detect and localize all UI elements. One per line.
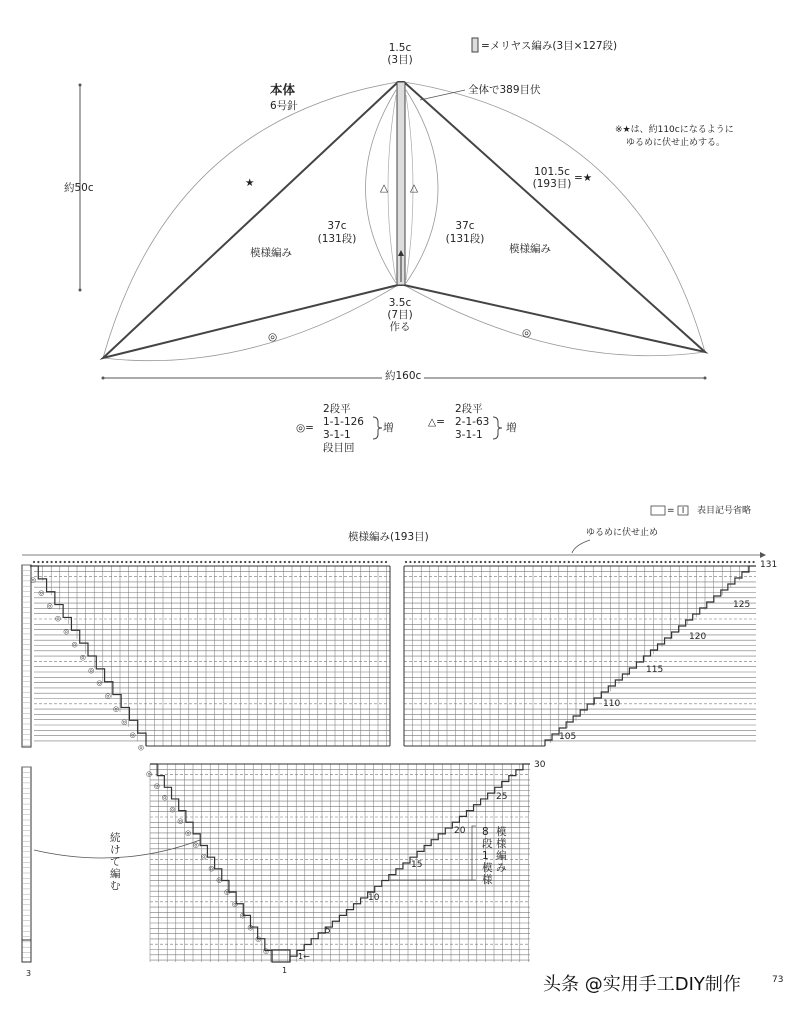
bindoff-dot xyxy=(678,561,680,563)
bindoff-dot xyxy=(524,561,526,563)
increase-ring-mark: ◎ xyxy=(169,805,176,814)
bindoff-dot xyxy=(350,561,352,563)
bindoff-dot xyxy=(262,561,264,563)
bindoff-dot xyxy=(328,561,330,563)
side-rows: (193目) xyxy=(532,178,572,190)
row-15: 15 xyxy=(411,860,423,870)
bindoff-dot xyxy=(489,561,491,563)
bindoff-dot xyxy=(625,561,627,563)
bindoff-dot xyxy=(669,561,671,563)
row-120: 120 xyxy=(689,632,707,642)
bindoff-dot xyxy=(753,561,755,563)
bindoff-dot xyxy=(90,561,92,563)
symbol-equals: = xyxy=(667,506,675,516)
bindoff-dot xyxy=(453,561,455,563)
triangle-increase: 増 xyxy=(506,422,517,434)
bindoff-dot xyxy=(147,561,149,563)
bindoff-dot xyxy=(585,561,587,563)
bindoff-dot xyxy=(95,561,97,563)
bindoff-dot xyxy=(709,561,711,563)
circle-increase: 増 xyxy=(383,422,394,434)
bindoff-dot xyxy=(660,561,662,563)
increase-ring-mark: ◎ xyxy=(208,864,215,873)
bindoff-dot xyxy=(372,561,374,563)
left-edge-count: 3 xyxy=(26,969,32,978)
bindoff-dot xyxy=(471,561,473,563)
note-line-2: ゆるめに伏せ止めする。 xyxy=(626,138,726,148)
increase-ring-mark: ◎ xyxy=(177,817,184,826)
bindoff-dot xyxy=(99,561,101,563)
bindoff-dot xyxy=(621,561,623,563)
bindoff-dot xyxy=(612,561,614,563)
bindoff-dot xyxy=(275,561,277,563)
bindoff-dot xyxy=(629,561,631,563)
triangle-legend-row: 3-1-1 xyxy=(455,429,483,441)
bindoff-dot xyxy=(200,561,202,563)
bindoff-dot xyxy=(555,561,557,563)
repeat-bracket xyxy=(472,826,476,880)
increase-ring-mark: ◎ xyxy=(96,679,103,688)
bindoff-dot xyxy=(121,561,123,563)
cast-on-stitches: (7目) xyxy=(387,309,413,321)
increase-ring-mark: ◎ xyxy=(129,730,136,739)
increase-ring-mark: ◎ xyxy=(88,666,95,675)
increase-ring-mark: ◎ xyxy=(231,899,238,908)
bindoff-dot xyxy=(537,561,539,563)
bindoff-dot xyxy=(603,561,605,563)
inner-left-length: 37c xyxy=(327,220,347,232)
row-125: 125 xyxy=(733,600,751,610)
bindoff-dot xyxy=(235,561,237,563)
row-115: 115 xyxy=(646,665,664,675)
increase-ring-mark: ◎ xyxy=(38,588,45,597)
bindoff-dot xyxy=(165,561,167,563)
bindoff-dot xyxy=(427,561,429,563)
bindoff-dot xyxy=(695,561,697,563)
bindoff-dot xyxy=(550,561,552,563)
triangle-left: △ xyxy=(380,182,389,194)
bindoff-dot xyxy=(205,561,207,563)
bindoff-dot xyxy=(306,561,308,563)
symbol-box-label: I xyxy=(681,506,685,515)
bindoff-dot xyxy=(68,561,70,563)
start-arrow: 1← xyxy=(298,952,310,961)
bindoff-dot xyxy=(691,561,693,563)
bindoff-dot xyxy=(42,561,44,563)
row-131: 131 xyxy=(760,560,778,570)
bindoff-dot xyxy=(284,561,286,563)
bindoff-dot xyxy=(319,561,321,563)
bindoff-dot xyxy=(315,561,317,563)
chart-pattern-label: 模様編み(193目) xyxy=(348,531,429,543)
bindoff-dot xyxy=(152,561,154,563)
bindoff-dot xyxy=(467,561,469,563)
star-left: ★ xyxy=(245,177,255,189)
left-edge-top xyxy=(22,565,31,747)
bindoff-dot xyxy=(73,561,75,563)
bindoff-dot xyxy=(577,561,579,563)
bindoff-dot xyxy=(568,561,570,563)
circle-legend-eq: ◎= xyxy=(296,422,314,434)
bindoff-dot xyxy=(363,561,365,563)
bindoff-dot xyxy=(310,561,312,563)
increase-ring-mark: ◎ xyxy=(113,705,120,713)
bindoff-dot xyxy=(178,561,180,563)
row-25: 25 xyxy=(496,792,508,802)
total-bindoff: 全体で389目伏 xyxy=(468,84,541,96)
height-label: 約50c xyxy=(64,182,94,194)
row-1: 1 xyxy=(282,966,288,975)
increase-ring-mark: ◎ xyxy=(46,601,53,610)
increase-ring-mark: ◎ xyxy=(54,614,62,623)
bindoff-dot xyxy=(687,561,689,563)
pattern-left-label: 模様編み xyxy=(250,247,292,259)
bindoff-dot xyxy=(376,561,378,563)
left-edge-bottom xyxy=(22,767,31,962)
bindoff-dot xyxy=(86,561,88,563)
bindoff-dot xyxy=(288,561,290,563)
increase-ring-mark: ◎ xyxy=(192,840,199,849)
bindoff-dot xyxy=(279,561,281,563)
bindoff-dot xyxy=(354,561,356,563)
triangle-legend-eq: △= xyxy=(428,416,445,428)
increase-ring-mark: ◎ xyxy=(185,829,192,837)
repeat-pattern: 模様編み xyxy=(496,826,507,874)
symbol-note: 表目記号省略 xyxy=(697,506,752,516)
increase-ring-mark: ◎ xyxy=(263,947,270,955)
bindoff-dot xyxy=(594,561,596,563)
inner-left-rows: (131段) xyxy=(317,233,357,245)
bindoff-dot xyxy=(634,561,636,563)
bindoff-dot xyxy=(341,561,343,563)
bindoff-dot xyxy=(445,561,447,563)
footer-credit: 头条 @实用手工DIY制作 xyxy=(543,974,741,995)
bindoff-dot xyxy=(541,561,543,563)
inner-right-length: 37c xyxy=(455,220,475,232)
bindoff-dot xyxy=(436,561,438,563)
bindoff-dot xyxy=(51,561,53,563)
bindoff-dot xyxy=(183,561,185,563)
continue-label: 続けて編む xyxy=(110,832,121,892)
bindoff-dot xyxy=(722,561,724,563)
bindoff-dot xyxy=(108,561,110,563)
increase-ring-mark: ◎ xyxy=(161,793,168,802)
bindoff-dot xyxy=(581,561,583,563)
increase-ring-mark: ◎ xyxy=(137,743,145,752)
bindoff-dot xyxy=(493,561,495,563)
bindoff-dot xyxy=(117,561,119,563)
bindoff-dot xyxy=(748,561,750,563)
row-5: 5 xyxy=(325,926,331,936)
bindoff-dot xyxy=(213,561,215,563)
left-increase-staircase-bottom xyxy=(150,764,272,962)
increase-ring-mark: ◎ xyxy=(153,781,160,790)
bindoff-dot xyxy=(156,561,158,563)
bindoff-dot xyxy=(497,561,499,563)
bindoff-dot xyxy=(559,561,561,563)
increase-ring-mark: ◎ xyxy=(104,692,111,701)
bindoff-label: ゆるめに伏せ止め xyxy=(586,528,659,538)
bindoff-dot xyxy=(332,561,334,563)
bindoff-dot xyxy=(112,561,114,563)
top-stitches: (3目) xyxy=(387,54,413,66)
bindoff-dot xyxy=(731,561,733,563)
circle-legend-row: 1-1-126 xyxy=(323,416,364,428)
stockinette-legend: =メリヤス編み(3目×127段) xyxy=(481,40,618,52)
increase-ring-mark: ◎ xyxy=(224,888,231,896)
bindoff-dot xyxy=(519,561,521,563)
bindoff-dot xyxy=(480,561,482,563)
bindoff-dot xyxy=(423,561,425,563)
bindoff-dot xyxy=(257,561,259,563)
bindoff-dot xyxy=(462,561,464,563)
bindoff-dot xyxy=(218,561,220,563)
bindoff-dot xyxy=(59,561,61,563)
increase-ring-mark: ◎ xyxy=(255,935,262,944)
bindoff-dot xyxy=(735,561,737,563)
bindoff-dot xyxy=(143,561,145,563)
increase-ring-mark: ◎ xyxy=(200,852,207,861)
bindoff-dot xyxy=(345,561,347,563)
bindoff-dot xyxy=(301,561,303,563)
increase-ring-mark: ◎ xyxy=(146,770,153,778)
bindoff-dot xyxy=(458,561,460,563)
bindoff-dot xyxy=(502,561,504,563)
bindoff-dot xyxy=(266,561,268,563)
bindoff-dot xyxy=(169,561,171,563)
bindoff-dot xyxy=(682,561,684,563)
bindoff-dot xyxy=(651,561,653,563)
bindoff-dot xyxy=(359,561,361,563)
star-equals: =★ xyxy=(574,172,593,184)
left-edge-cast-on xyxy=(22,940,31,962)
bindoff-dot xyxy=(475,561,477,563)
row-10: 10 xyxy=(368,893,380,903)
bindoff-dot xyxy=(739,561,741,563)
increase-ring-mark: ◎ xyxy=(216,876,223,885)
increase-ring-mark: ◎ xyxy=(79,653,86,662)
pattern-right-label: 模様編み xyxy=(509,243,551,255)
bindoff-dot xyxy=(440,561,442,563)
bindoff-dot xyxy=(546,561,548,563)
bindoff-dot xyxy=(196,561,198,563)
bindoff-dot xyxy=(297,561,299,563)
bindoff-dot xyxy=(125,561,127,563)
repeat-rows: 8段1模様 xyxy=(482,826,493,886)
bindoff-dot xyxy=(46,561,48,563)
bindoff-dot xyxy=(33,561,35,563)
bindoff-dot xyxy=(515,561,517,563)
bindoff-dot xyxy=(161,561,163,563)
bindoff-dot xyxy=(673,561,675,563)
bindoff-dot xyxy=(449,561,451,563)
bindoff-dot xyxy=(528,561,530,563)
bindoff-dot xyxy=(81,561,83,563)
bindoff-dot xyxy=(713,561,715,563)
bindoff-dot xyxy=(381,561,383,563)
bindoff-dot xyxy=(37,561,39,563)
circle-legend-row: 2段平 xyxy=(323,403,351,415)
row-110: 110 xyxy=(603,699,621,709)
bindoff-dot xyxy=(638,561,640,563)
bindoff-dot xyxy=(134,561,136,563)
increase-ring-mark: ◎ xyxy=(247,923,254,932)
bindoff-dot xyxy=(139,561,141,563)
bindoff-dot xyxy=(431,561,433,563)
side-length: 101.5c xyxy=(534,166,570,178)
bindoff-dot xyxy=(700,561,702,563)
increase-ring-mark: ◎ xyxy=(239,911,246,920)
note-line-1: ※★は、約110cになるように xyxy=(615,125,734,135)
bindoff-dot xyxy=(367,561,369,563)
bindoff-dot xyxy=(240,561,242,563)
bindoff-dot xyxy=(647,561,649,563)
increase-ring-mark: ◎ xyxy=(71,640,78,649)
bindoff-dot xyxy=(418,561,420,563)
bindoff-dot xyxy=(385,561,387,563)
bindoff-dot xyxy=(563,561,565,563)
increase-ring-mark: ◎ xyxy=(63,627,70,636)
bindoff-dot xyxy=(656,561,658,563)
total-width: 約160c xyxy=(382,370,424,382)
needle-size: 6号針 xyxy=(270,100,298,112)
blank-symbol-box xyxy=(651,506,665,515)
shawl-title: 本体 xyxy=(270,82,296,97)
increase-ring-mark: ◎ xyxy=(30,576,37,584)
bindoff-dot xyxy=(643,561,645,563)
bindoff-dot xyxy=(77,561,79,563)
bindoff-dot xyxy=(227,561,229,563)
row-30: 30 xyxy=(534,760,546,770)
bindoff-dot xyxy=(55,561,57,563)
bindoff-dot xyxy=(704,561,706,563)
bindoff-dot xyxy=(665,561,667,563)
bindoff-dot xyxy=(249,561,251,563)
bindoff-dot xyxy=(599,561,601,563)
row-105: 105 xyxy=(559,732,577,742)
bindoff-pointer xyxy=(572,540,590,553)
bindoff-dot xyxy=(130,561,132,563)
circle-legend-row: 段目回 xyxy=(323,442,355,454)
bindoff-dot xyxy=(511,561,513,563)
top-width: 1.5c xyxy=(388,42,412,54)
bindoff-dot xyxy=(533,561,535,563)
bindoff-dot xyxy=(293,561,295,563)
bindoff-dot xyxy=(414,561,416,563)
bindoff-dot xyxy=(222,561,224,563)
bindoff-dot xyxy=(187,561,189,563)
cast-on-width: 3.5c xyxy=(388,297,412,309)
triangle-right: △ xyxy=(410,182,419,194)
bindoff-dot xyxy=(323,561,325,563)
bindoff-dot xyxy=(64,561,66,563)
bindoff-dot xyxy=(409,561,411,563)
row-20: 20 xyxy=(454,826,466,836)
bindoff-dot xyxy=(744,561,746,563)
triangle-legend-row: 2-1-63 xyxy=(455,416,490,428)
bindoff-dot xyxy=(726,561,728,563)
bindoff-dot xyxy=(607,561,609,563)
bindoff-dot xyxy=(506,561,508,563)
bindoff-dot xyxy=(103,561,105,563)
increase-ring-mark: ◎ xyxy=(121,717,128,726)
bindoff-dot xyxy=(244,561,246,563)
dimension-arrow xyxy=(760,552,766,558)
inner-right-rows: (131段) xyxy=(445,233,485,245)
page-number: 73 xyxy=(772,975,784,985)
triangle-legend-row: 2段平 xyxy=(455,403,483,415)
cast-on-label: 作る xyxy=(389,321,411,333)
bindoff-dot xyxy=(191,561,193,563)
bindoff-dot xyxy=(572,561,574,563)
bindoff-dot xyxy=(253,561,255,563)
bindoff-dot xyxy=(209,561,211,563)
double-circle-left: ◎ xyxy=(268,331,278,343)
bindoff-dot xyxy=(405,561,407,563)
bindoff-dot xyxy=(616,561,618,563)
bindoff-dot xyxy=(717,561,719,563)
double-circle-right: ◎ xyxy=(522,327,532,339)
bindoff-dot xyxy=(174,561,176,563)
bindoff-dot xyxy=(231,561,233,563)
circle-legend-row: 3-1-1 xyxy=(323,429,351,441)
bindoff-dot xyxy=(484,561,486,563)
bindoff-dot xyxy=(590,561,592,563)
bindoff-dot xyxy=(337,561,339,563)
bindoff-dot xyxy=(271,561,273,563)
